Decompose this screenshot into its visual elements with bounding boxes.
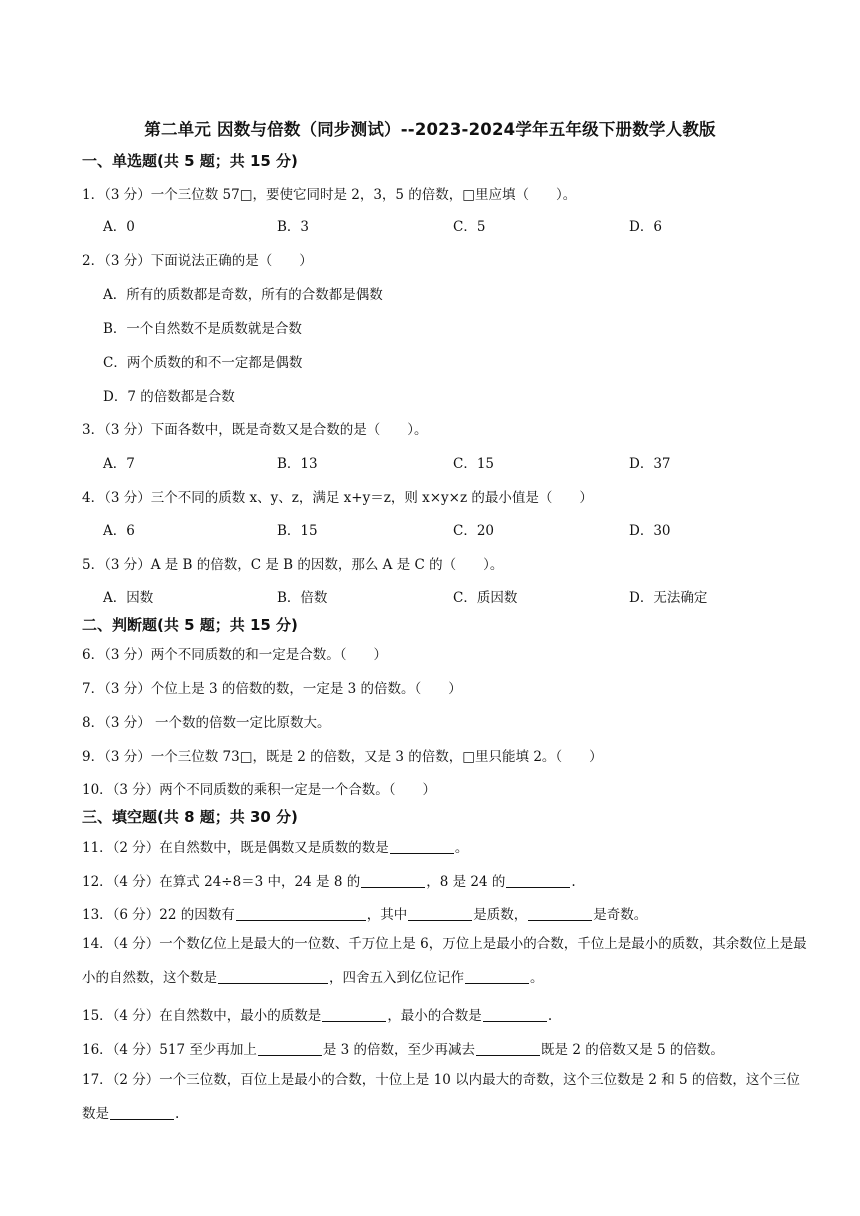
section-heading-single-choice: 一、单选题(共 5 题；共 15 分) bbox=[82, 152, 298, 170]
question-17 bbox=[82, 1063, 810, 1131]
answer-blank[interactable] bbox=[218, 969, 328, 984]
q2-option-b: B．一个自然数不是质数就是合数 bbox=[103, 321, 302, 337]
q16-text: 16．（4 分）517 至少再加上 bbox=[82, 1042, 257, 1058]
q15-text-mid: ，最小的合数是 bbox=[387, 1008, 482, 1024]
q11-text: 11．（2 分）在自然数中，既是偶数又是质数的数是 bbox=[82, 840, 389, 856]
q4-option-c: C．20 bbox=[453, 523, 495, 539]
q17-text-end: . bbox=[175, 1106, 180, 1122]
question-10: 10．（3 分）两个不同质数的乘积一定是一个合数。（ ） bbox=[82, 782, 437, 798]
q5-option-d: D．无法确定 bbox=[629, 590, 708, 606]
answer-blank[interactable] bbox=[258, 1041, 322, 1056]
question-1: 1．（3 分）一个三位数 57□，要使它同时是 2，3，5 的倍数，□里应填（ ）。 bbox=[82, 187, 577, 203]
q13-text: 13．（6 分）22 的因数有 bbox=[82, 907, 235, 923]
answer-blank[interactable] bbox=[110, 1105, 174, 1120]
question-12 bbox=[82, 870, 576, 890]
q15-text: 15．（4 分）在自然数中，最小的质数是 bbox=[82, 1008, 322, 1024]
q13-text-mid2: 是质数， bbox=[473, 907, 528, 923]
question-9: 9．（3 分）一个三位数 73□，既是 2 的倍数，又是 3 的倍数，□里只能填 2。（ ） bbox=[82, 749, 603, 765]
question-3: 3．（3 分）下面各数中，既是奇数又是合数的是（ ）。 bbox=[82, 422, 428, 438]
q3-option-d: D．37 bbox=[629, 456, 671, 472]
q1-option-a: A．0 bbox=[103, 219, 135, 235]
page-title: 第二单元 因数与倍数（同步测试）--2023-2024学年五年级下册数学人教版 bbox=[144, 120, 716, 139]
q2-option-c: C．两个质数的和不一定都是偶数 bbox=[103, 355, 303, 371]
q1-option-c: C．5 bbox=[453, 219, 486, 235]
q4-option-a: A．6 bbox=[103, 523, 135, 539]
q3-option-a: A．7 bbox=[103, 456, 135, 472]
question-15 bbox=[82, 1004, 552, 1024]
q4-option-b: B．15 bbox=[277, 523, 318, 539]
q3-option-c: C．15 bbox=[453, 456, 495, 472]
answer-blank[interactable] bbox=[465, 969, 529, 984]
q13-text-mid: ，其中 bbox=[366, 907, 408, 923]
answer-blank[interactable] bbox=[476, 1041, 540, 1056]
answer-blank[interactable] bbox=[361, 873, 425, 888]
question-11 bbox=[82, 836, 468, 856]
question-5: 5．（3 分）A 是 B 的倍数，C 是 B 的因数，那么 A 是 C 的（ ）。 bbox=[82, 557, 504, 573]
answer-blank[interactable] bbox=[236, 906, 366, 921]
q11-text-end: 。 bbox=[454, 840, 469, 856]
question-8: 8．（3 分） 一个数的倍数一定比原数大。 bbox=[82, 715, 331, 731]
answer-blank[interactable] bbox=[322, 1007, 386, 1022]
q5-option-b: B．倍数 bbox=[277, 590, 328, 606]
q12-text-end: . bbox=[571, 874, 576, 890]
q16-text-end: 既是 2 的倍数又是 5 的倍数。 bbox=[541, 1042, 724, 1058]
q14-text-mid: ，四舍五入到亿位记作 bbox=[329, 970, 464, 986]
q4-option-d: D．30 bbox=[629, 523, 671, 539]
q17-text: 17．（2 分）一个三位数，百位上是最小的合数，十位上是 10 以内最大的奇数，这个三位数是 2 和 5 的倍数，这个三位数是 bbox=[82, 1072, 800, 1122]
q12-text: 12．（4 分）在算式 24÷8＝3 中，24 是 8 的 bbox=[82, 874, 361, 890]
q14-text-end: 。 bbox=[530, 970, 544, 986]
question-13 bbox=[82, 903, 647, 923]
q3-option-b: B．13 bbox=[277, 456, 318, 472]
question-14 bbox=[82, 927, 810, 995]
q1-option-b: B．3 bbox=[277, 219, 310, 235]
q12-text-mid: ，8 是 24 的 bbox=[426, 874, 506, 890]
question-7: 7．（3 分）个位上是 3 的倍数的数，一定是 3 的倍数。（ ） bbox=[82, 681, 462, 697]
question-2: 2．（3 分）下面说法正确的是（ ） bbox=[82, 253, 313, 269]
section-heading-true-false: 二、判断题(共 5 题；共 15 分) bbox=[82, 616, 298, 634]
question-6: 6．（3 分）两个不同质数的和一定是合数。（ ） bbox=[82, 647, 387, 663]
answer-blank[interactable] bbox=[483, 1007, 547, 1022]
q1-option-d: D．6 bbox=[629, 219, 662, 235]
q13-text-end: 是奇数。 bbox=[593, 907, 648, 923]
q5-option-a: A．因数 bbox=[103, 590, 154, 606]
q5-option-c: C．质因数 bbox=[453, 590, 518, 606]
answer-blank[interactable] bbox=[390, 839, 454, 854]
q16-text-mid: 是 3 的倍数，至少再减去 bbox=[322, 1042, 476, 1058]
q15-text-end: . bbox=[547, 1008, 553, 1024]
answer-blank[interactable] bbox=[408, 906, 472, 921]
answer-blank[interactable] bbox=[506, 873, 570, 888]
q14-text: 14．（4 分）一个数亿位上是最大的一位数、千万位上是 6，万位上是最小的合数，千位上是最小的质数，其余数位上是最小的自然数，这个数是 bbox=[82, 936, 807, 986]
q2-option-a: A．所有的质数都是奇数，所有的合数都是偶数 bbox=[103, 287, 383, 303]
question-16 bbox=[82, 1038, 724, 1058]
answer-blank[interactable] bbox=[528, 906, 592, 921]
section-heading-fill-blank: 三、填空题(共 8 题；共 30 分) bbox=[82, 808, 298, 826]
q2-option-d: D．7 的倍数都是合数 bbox=[103, 389, 235, 405]
question-4: 4．（3 分）三个不同的质数 x、y、z，满足 x+y＝z，则 x×y×z 的最小值是（ ） bbox=[82, 490, 593, 506]
